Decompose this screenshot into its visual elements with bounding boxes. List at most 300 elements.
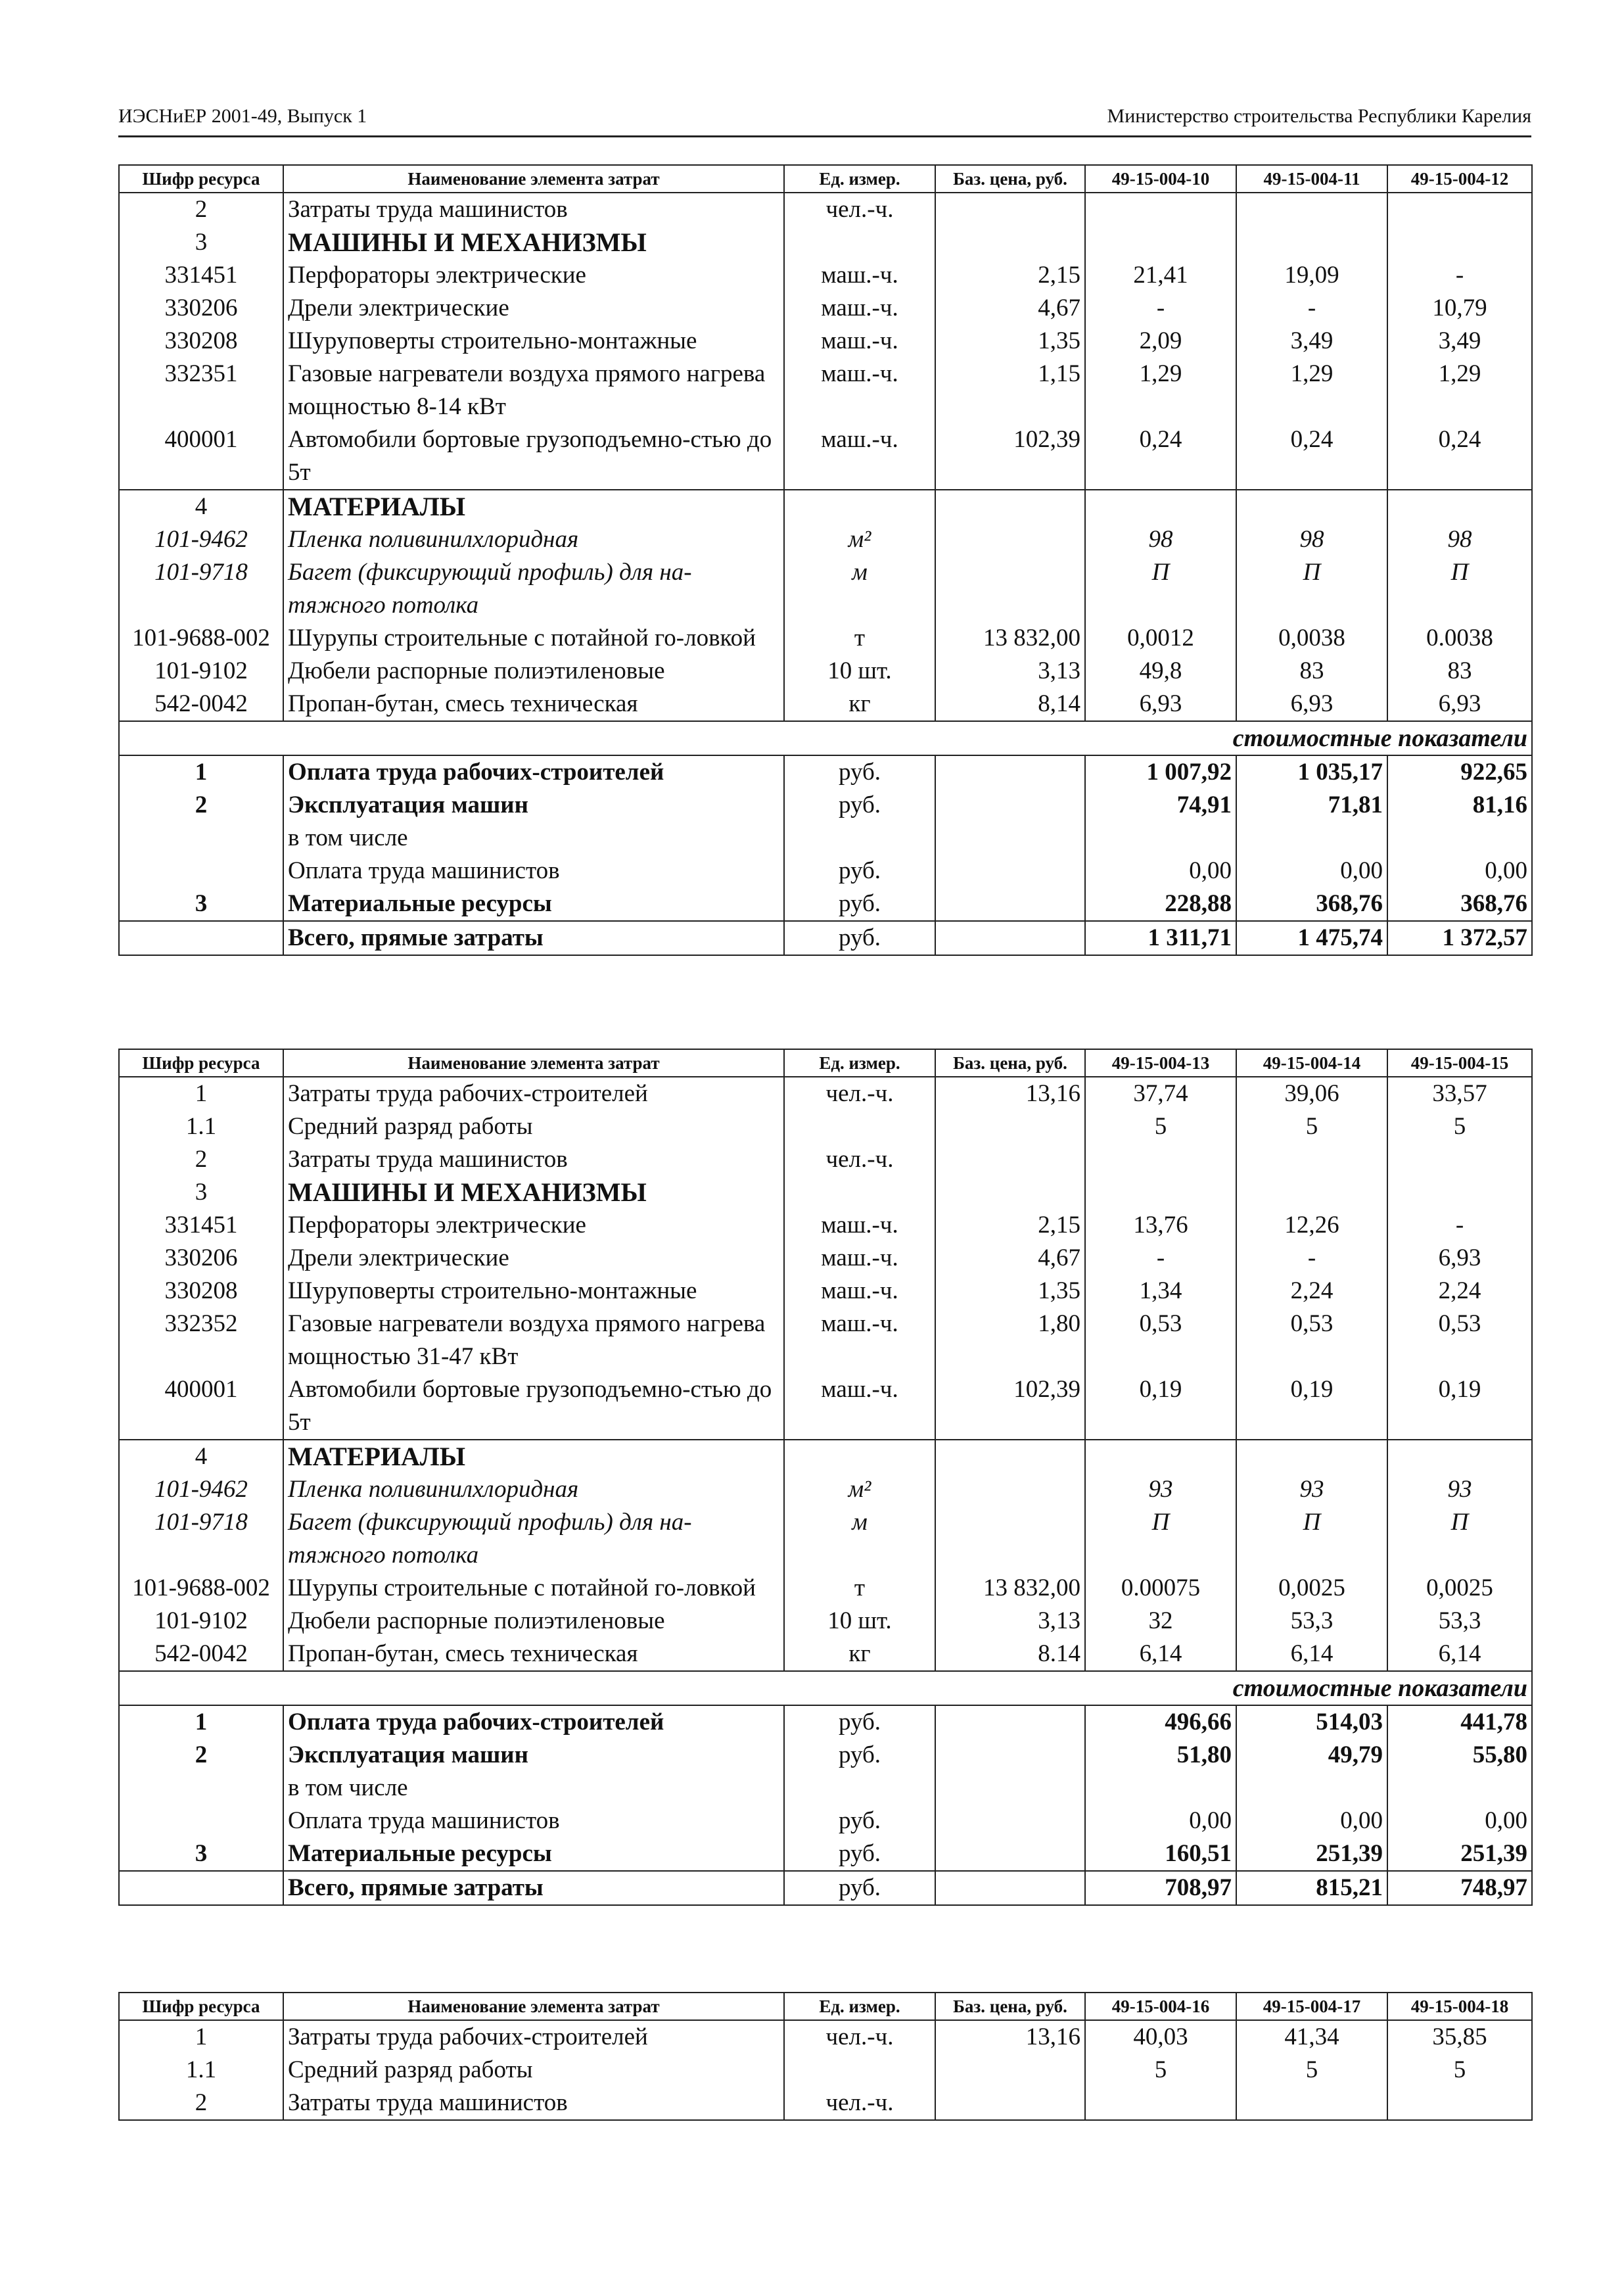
col-header-code: Шифр ресурса [119,1993,283,2020]
cost-code [119,855,283,887]
cost-value: 81,16 [1387,789,1532,822]
norm-value: - [1085,292,1236,325]
cost-unit [784,1772,935,1805]
resource-unit: чел.-ч. [784,2020,935,2054]
col-header-price: Баз. цена, руб. [935,1049,1085,1077]
norm-value: 37,74 [1085,1077,1236,1110]
base-price: 8,14 [935,688,1085,721]
norm-value: 53,3 [1236,1605,1387,1638]
norm-value: 6,14 [1085,1638,1236,1671]
cost-name: в том числе [283,1772,784,1805]
table-header-row [119,1049,1532,1077]
table-row [119,1176,1532,1209]
norm-value [1387,2087,1532,2120]
resource-code: 1 [119,1077,283,1110]
total-value: 748,97 [1387,1871,1532,1905]
norm-value: 2,09 [1085,325,1236,358]
cost-code: 1 [119,1705,283,1739]
base-price: 102,39 [935,423,1085,490]
norm-value [1085,193,1236,226]
section-title: МАТЕРИАЛЫ [283,490,784,523]
resource-name: Перфораторы электрические [283,259,784,292]
resource-unit [784,1176,935,1209]
cost-unit: руб. [784,1705,935,1739]
norm-value: 49,8 [1085,655,1236,688]
cost-code [119,822,283,855]
norm-value: 5 [1387,1110,1532,1143]
norm-value: 93 [1085,1473,1236,1506]
cost-row [119,1805,1532,1837]
cost-indicators-title: стоимостные показатели [119,1671,1532,1705]
resource-name: Газовые нагреватели воздуха прямого нагрева мощностью 8-14 кВт [283,358,784,423]
col-header-price: Баз. цена, руб. [935,1993,1085,2020]
cost-name: Материальные ресурсы [283,1837,784,1871]
norm-value: 83 [1387,655,1532,688]
resource-code: 101-9102 [119,655,283,688]
table-header-row [119,1993,1532,2020]
estimate-table-1 [118,164,1533,956]
cost-value: 368,76 [1387,887,1532,921]
resource-unit: чел.-ч. [784,1143,935,1176]
col-header-code: Шифр ресурса [119,1049,283,1077]
norm-value: 6,93 [1085,688,1236,721]
resource-unit [784,2054,935,2087]
resource-unit: чел.-ч. [784,193,935,226]
table-row [119,1209,1532,1242]
resource-unit: т [784,622,935,655]
resource-unit [784,226,935,259]
base-price [935,2054,1085,2087]
norm-value: 0,24 [1387,423,1532,490]
resource-code: 542-0042 [119,688,283,721]
norm-value: 41,34 [1236,2020,1387,2054]
resource-name: Дрели электрические [283,1242,784,1275]
resource-unit: кг [784,1638,935,1671]
cost-price-empty [935,789,1085,822]
total-value: 815,21 [1236,1871,1387,1905]
cost-value: 922,65 [1387,755,1532,789]
norm-value [1236,1176,1387,1209]
table-row [119,1308,1532,1373]
resource-name: Затраты труда рабочих-строителей [283,1077,784,1110]
norm-value [1236,1440,1387,1473]
resource-name: Средний разряд работы [283,2054,784,2087]
col-header-norm-id: 49-15-004-16 [1085,1993,1236,2020]
norm-value [1387,1143,1532,1176]
base-price [935,193,1085,226]
resource-unit [784,1440,935,1473]
base-price [935,2087,1085,2120]
norm-value [1236,226,1387,259]
resource-unit: маш.-ч. [784,1373,935,1440]
cost-price-empty [935,1837,1085,1871]
norm-value: 5 [1387,2054,1532,2087]
norm-value: 83 [1236,655,1387,688]
cost-unit: руб. [784,1739,935,1772]
table-row [119,556,1532,622]
table-row [119,259,1532,292]
norm-value: 93 [1236,1473,1387,1506]
norm-value: - [1387,259,1532,292]
resource-name: Автомобили бортовые грузоподъемно-стью до 5т [283,423,784,490]
section-title: МАШИНЫ И МЕХАНИЗМЫ [283,1176,784,1209]
table-row [119,325,1532,358]
norm-value: 3,49 [1236,325,1387,358]
table-row [119,358,1532,423]
norm-value: П [1387,556,1532,622]
total-unit: руб. [784,921,935,955]
total-row [119,1871,1532,1905]
base-price: 13,16 [935,2020,1085,2054]
table-row [119,1242,1532,1275]
cost-value: 496,66 [1085,1705,1236,1739]
cost-name: Оплата труда рабочих-строителей [283,1705,784,1739]
base-price: 13 832,00 [935,1572,1085,1605]
table-row [119,193,1532,226]
table-row [119,1373,1532,1440]
norm-value: П [1085,556,1236,622]
norm-value: 2,24 [1387,1275,1532,1308]
table-row [119,1506,1532,1572]
norm-value: 0.0038 [1387,622,1532,655]
cost-value: 0,00 [1236,1805,1387,1837]
resource-code: 2 [119,2087,283,2120]
cost-value: 49,79 [1236,1739,1387,1772]
cost-unit: руб. [784,1837,935,1871]
resource-code: 330206 [119,292,283,325]
cost-value: 1 035,17 [1236,755,1387,789]
norm-value: П [1236,1506,1387,1572]
norm-value: П [1387,1506,1532,1572]
norm-value: 0,53 [1387,1308,1532,1373]
cost-row [119,1772,1532,1805]
norm-value [1387,490,1532,523]
norm-value: 98 [1236,523,1387,556]
table-row [119,1605,1532,1638]
norm-value [1236,490,1387,523]
resource-unit: маш.-ч. [784,358,935,423]
base-price [935,1473,1085,1506]
norm-value: 32 [1085,1605,1236,1638]
resource-unit: кг [784,688,935,721]
base-price [935,523,1085,556]
resource-name: Дрели электрические [283,292,784,325]
base-price: 1,15 [935,358,1085,423]
cost-value [1387,822,1532,855]
cost-price-empty [935,1739,1085,1772]
norm-value: 1,29 [1085,358,1236,423]
resource-name: Пропан-бутан, смесь техническая [283,688,784,721]
cost-value [1236,822,1387,855]
base-price: 8.14 [935,1638,1085,1671]
cost-row [119,1739,1532,1772]
table-row [119,1110,1532,1143]
resource-name: Затраты труда машинистов [283,2087,784,2120]
table-row [119,1077,1532,1110]
cost-value [1085,1772,1236,1805]
resource-code: 1.1 [119,2054,283,2087]
resource-name: Затраты труда машинистов [283,193,784,226]
resource-name: Шуруповерты строительно-монтажные [283,1275,784,1308]
norm-value: 5 [1085,1110,1236,1143]
resource-code: 332352 [119,1308,283,1373]
resource-unit: маш.-ч. [784,1242,935,1275]
col-header-norm-id: 49-15-004-14 [1236,1049,1387,1077]
resource-unit: м [784,1506,935,1572]
norm-value: 93 [1387,1473,1532,1506]
resource-unit: маш.-ч. [784,423,935,490]
norm-value: - [1085,1242,1236,1275]
resource-code: 400001 [119,1373,283,1440]
norm-value: 6,93 [1387,1242,1532,1275]
norm-value: 0,24 [1085,423,1236,490]
resource-name: Дюбели распорные полиэтиленовые [283,1605,784,1638]
cost-unit: руб. [784,789,935,822]
norm-value: 98 [1387,523,1532,556]
base-price [935,1440,1085,1473]
col-header-unit: Ед. измер. [784,1993,935,2020]
norm-value [1085,2087,1236,2120]
total-value: 1 311,71 [1085,921,1236,955]
col-header-name: Наименование элемента затрат [283,1049,784,1077]
col-header-norm-id: 49-15-004-12 [1387,165,1532,193]
resource-unit: т [784,1572,935,1605]
cost-value: 441,78 [1387,1705,1532,1739]
norm-value: 1,29 [1387,358,1532,423]
cost-price-empty [935,1772,1085,1805]
cost-value: 71,81 [1236,789,1387,822]
total-price-empty [935,1871,1085,1905]
norm-value: 5 [1085,2054,1236,2087]
col-header-norm-id: 49-15-004-17 [1236,1993,1387,2020]
resource-name: Пропан-бутан, смесь техническая [283,1638,784,1671]
resource-code: 101-9718 [119,556,283,622]
resource-code: 1.1 [119,1110,283,1143]
table-row [119,490,1532,523]
base-price: 13 832,00 [935,622,1085,655]
table-row [119,2054,1532,2087]
cost-indicators-row [119,721,1532,755]
resource-unit: чел.-ч. [784,1077,935,1110]
cost-value [1387,1772,1532,1805]
cost-value: 0,00 [1085,855,1236,887]
resource-name: Автомобили бортовые грузоподъемно-стью до 5т [283,1373,784,1440]
cost-code: 3 [119,887,283,921]
norm-value: 0,53 [1236,1308,1387,1373]
cost-price-empty [935,855,1085,887]
col-header-code: Шифр ресурса [119,165,283,193]
cost-price-empty [935,1705,1085,1739]
resource-code: 101-9688-002 [119,622,283,655]
norm-value [1236,2087,1387,2120]
cost-row [119,1837,1532,1871]
resource-code: 332351 [119,358,283,423]
table-row [119,1572,1532,1605]
norm-value: П [1085,1506,1236,1572]
base-price: 2,15 [935,1209,1085,1242]
cost-name: Оплата труда машинистов [283,1805,784,1837]
resource-unit: м² [784,523,935,556]
cost-unit: руб. [784,855,935,887]
cost-price-empty [935,887,1085,921]
resource-unit: чел.-ч. [784,2087,935,2120]
table-row [119,1275,1532,1308]
resource-unit [784,490,935,523]
table-row [119,1473,1532,1506]
norm-value: 39,06 [1236,1077,1387,1110]
resource-unit: м² [784,1473,935,1506]
base-price: 102,39 [935,1373,1085,1440]
norm-value: 0,0038 [1236,622,1387,655]
resource-code: 4 [119,490,283,523]
resource-code: 2 [119,193,283,226]
resource-code: 330208 [119,1275,283,1308]
resource-name: Шурупы строительные с потайной го-ловкой [283,1572,784,1605]
resource-name: Шуруповерты строительно-монтажные [283,325,784,358]
section-title: МАТЕРИАЛЫ [283,1440,784,1473]
base-price [935,226,1085,259]
total-value: 1 475,74 [1236,921,1387,955]
resource-name: Багет (фиксирующий профиль) для на-тяжного потолка [283,556,784,622]
norm-value: 6,14 [1236,1638,1387,1671]
resource-code: 331451 [119,259,283,292]
norm-value: 12,26 [1236,1209,1387,1242]
resource-code: 3 [119,226,283,259]
norm-value [1387,1176,1532,1209]
base-price [935,490,1085,523]
cost-value: 51,80 [1085,1739,1236,1772]
norm-value: - [1236,292,1387,325]
resource-unit: маш.-ч. [784,1275,935,1308]
resource-name: Пленка поливинилхлоридная [283,523,784,556]
norm-value [1085,490,1236,523]
cost-indicators-row [119,1671,1532,1705]
resource-code: 1 [119,2020,283,2054]
table-row [119,622,1532,655]
resource-code: 101-9718 [119,1506,283,1572]
col-header-name: Наименование элемента затрат [283,1993,784,2020]
resource-unit: м [784,556,935,622]
resource-code: 542-0042 [119,1638,283,1671]
norm-value: 6,14 [1387,1638,1532,1671]
cost-indicators-title: стоимостные показатели [119,721,1532,755]
table-row [119,2020,1532,2054]
cost-row [119,822,1532,855]
base-price: 4,67 [935,1242,1085,1275]
cost-value: 55,80 [1387,1739,1532,1772]
resource-unit: маш.-ч. [784,1308,935,1373]
cost-value: 74,91 [1085,789,1236,822]
cost-name: Оплата труда машинистов [283,855,784,887]
resource-unit: маш.-ч. [784,292,935,325]
base-price: 1,35 [935,325,1085,358]
cost-value: 228,88 [1085,887,1236,921]
base-price: 3,13 [935,1605,1085,1638]
cost-value: 514,03 [1236,1705,1387,1739]
norm-value: 21,41 [1085,259,1236,292]
norm-value [1387,193,1532,226]
resource-code: 400001 [119,423,283,490]
resource-unit: маш.-ч. [784,259,935,292]
table-row [119,1143,1532,1176]
base-price: 3,13 [935,655,1085,688]
col-header-norm-id: 49-15-004-15 [1387,1049,1532,1077]
norm-value [1236,193,1387,226]
cost-value: 0,00 [1236,855,1387,887]
cost-price-empty [935,755,1085,789]
table-row [119,423,1532,490]
total-code-empty [119,921,283,955]
norm-value: П [1236,556,1387,622]
norm-value: 0,53 [1085,1308,1236,1373]
cost-value: 251,39 [1236,1837,1387,1871]
resource-name: Газовые нагреватели воздуха прямого нагрева мощностью 31-47 кВт [283,1308,784,1373]
cost-unit: руб. [784,887,935,921]
norm-value [1085,1143,1236,1176]
norm-value: 0.00075 [1085,1572,1236,1605]
cost-value: 0,00 [1387,855,1532,887]
cost-unit: руб. [784,1805,935,1837]
norm-value [1387,1440,1532,1473]
base-price [935,1143,1085,1176]
col-header-price: Баз. цена, руб. [935,165,1085,193]
resource-code: 330206 [119,1242,283,1275]
total-name: Всего, прямые затраты [283,921,784,955]
norm-value: 98 [1085,523,1236,556]
cost-name: Материальные ресурсы [283,887,784,921]
norm-value: - [1387,1209,1532,1242]
base-price: 4,67 [935,292,1085,325]
norm-value: 0,19 [1236,1373,1387,1440]
norm-value: 0,0025 [1387,1572,1532,1605]
resource-unit: 10 шт. [784,1605,935,1638]
estimate-table-3 [118,1992,1533,2121]
header-rule [118,135,1531,137]
table-row [119,292,1532,325]
base-price: 2,15 [935,259,1085,292]
document-code: ИЭСНиЕР 2001-49, Выпуск 1 [118,105,367,127]
cost-value: 251,39 [1387,1837,1532,1871]
table-row [119,1440,1532,1473]
resource-code: 4 [119,1440,283,1473]
resource-unit: маш.-ч. [784,325,935,358]
cost-code: 1 [119,755,283,789]
resource-code: 101-9102 [119,1605,283,1638]
cost-row [119,855,1532,887]
cost-value: 0,00 [1387,1805,1532,1837]
cost-price-empty [935,822,1085,855]
col-header-norm-id: 49-15-004-13 [1085,1049,1236,1077]
cost-row [119,755,1532,789]
cost-code [119,1805,283,1837]
base-price [935,1110,1085,1143]
norm-value: 6,93 [1387,688,1532,721]
norm-value: 10,79 [1387,292,1532,325]
resource-code: 2 [119,1143,283,1176]
total-value: 1 372,57 [1387,921,1532,955]
resource-name: Дюбели распорные полиэтиленовые [283,655,784,688]
cost-code: 2 [119,789,283,822]
norm-value: 13,76 [1085,1209,1236,1242]
cost-value: 0,00 [1085,1805,1236,1837]
norm-value: 0,24 [1236,423,1387,490]
col-header-unit: Ед. измер. [784,165,935,193]
cost-name: Эксплуатация машин [283,1739,784,1772]
col-header-norm-id: 49-15-004-11 [1236,165,1387,193]
col-header-norm-id: 49-15-004-10 [1085,165,1236,193]
norm-value: 0,0012 [1085,622,1236,655]
norm-value: 1,29 [1236,358,1387,423]
